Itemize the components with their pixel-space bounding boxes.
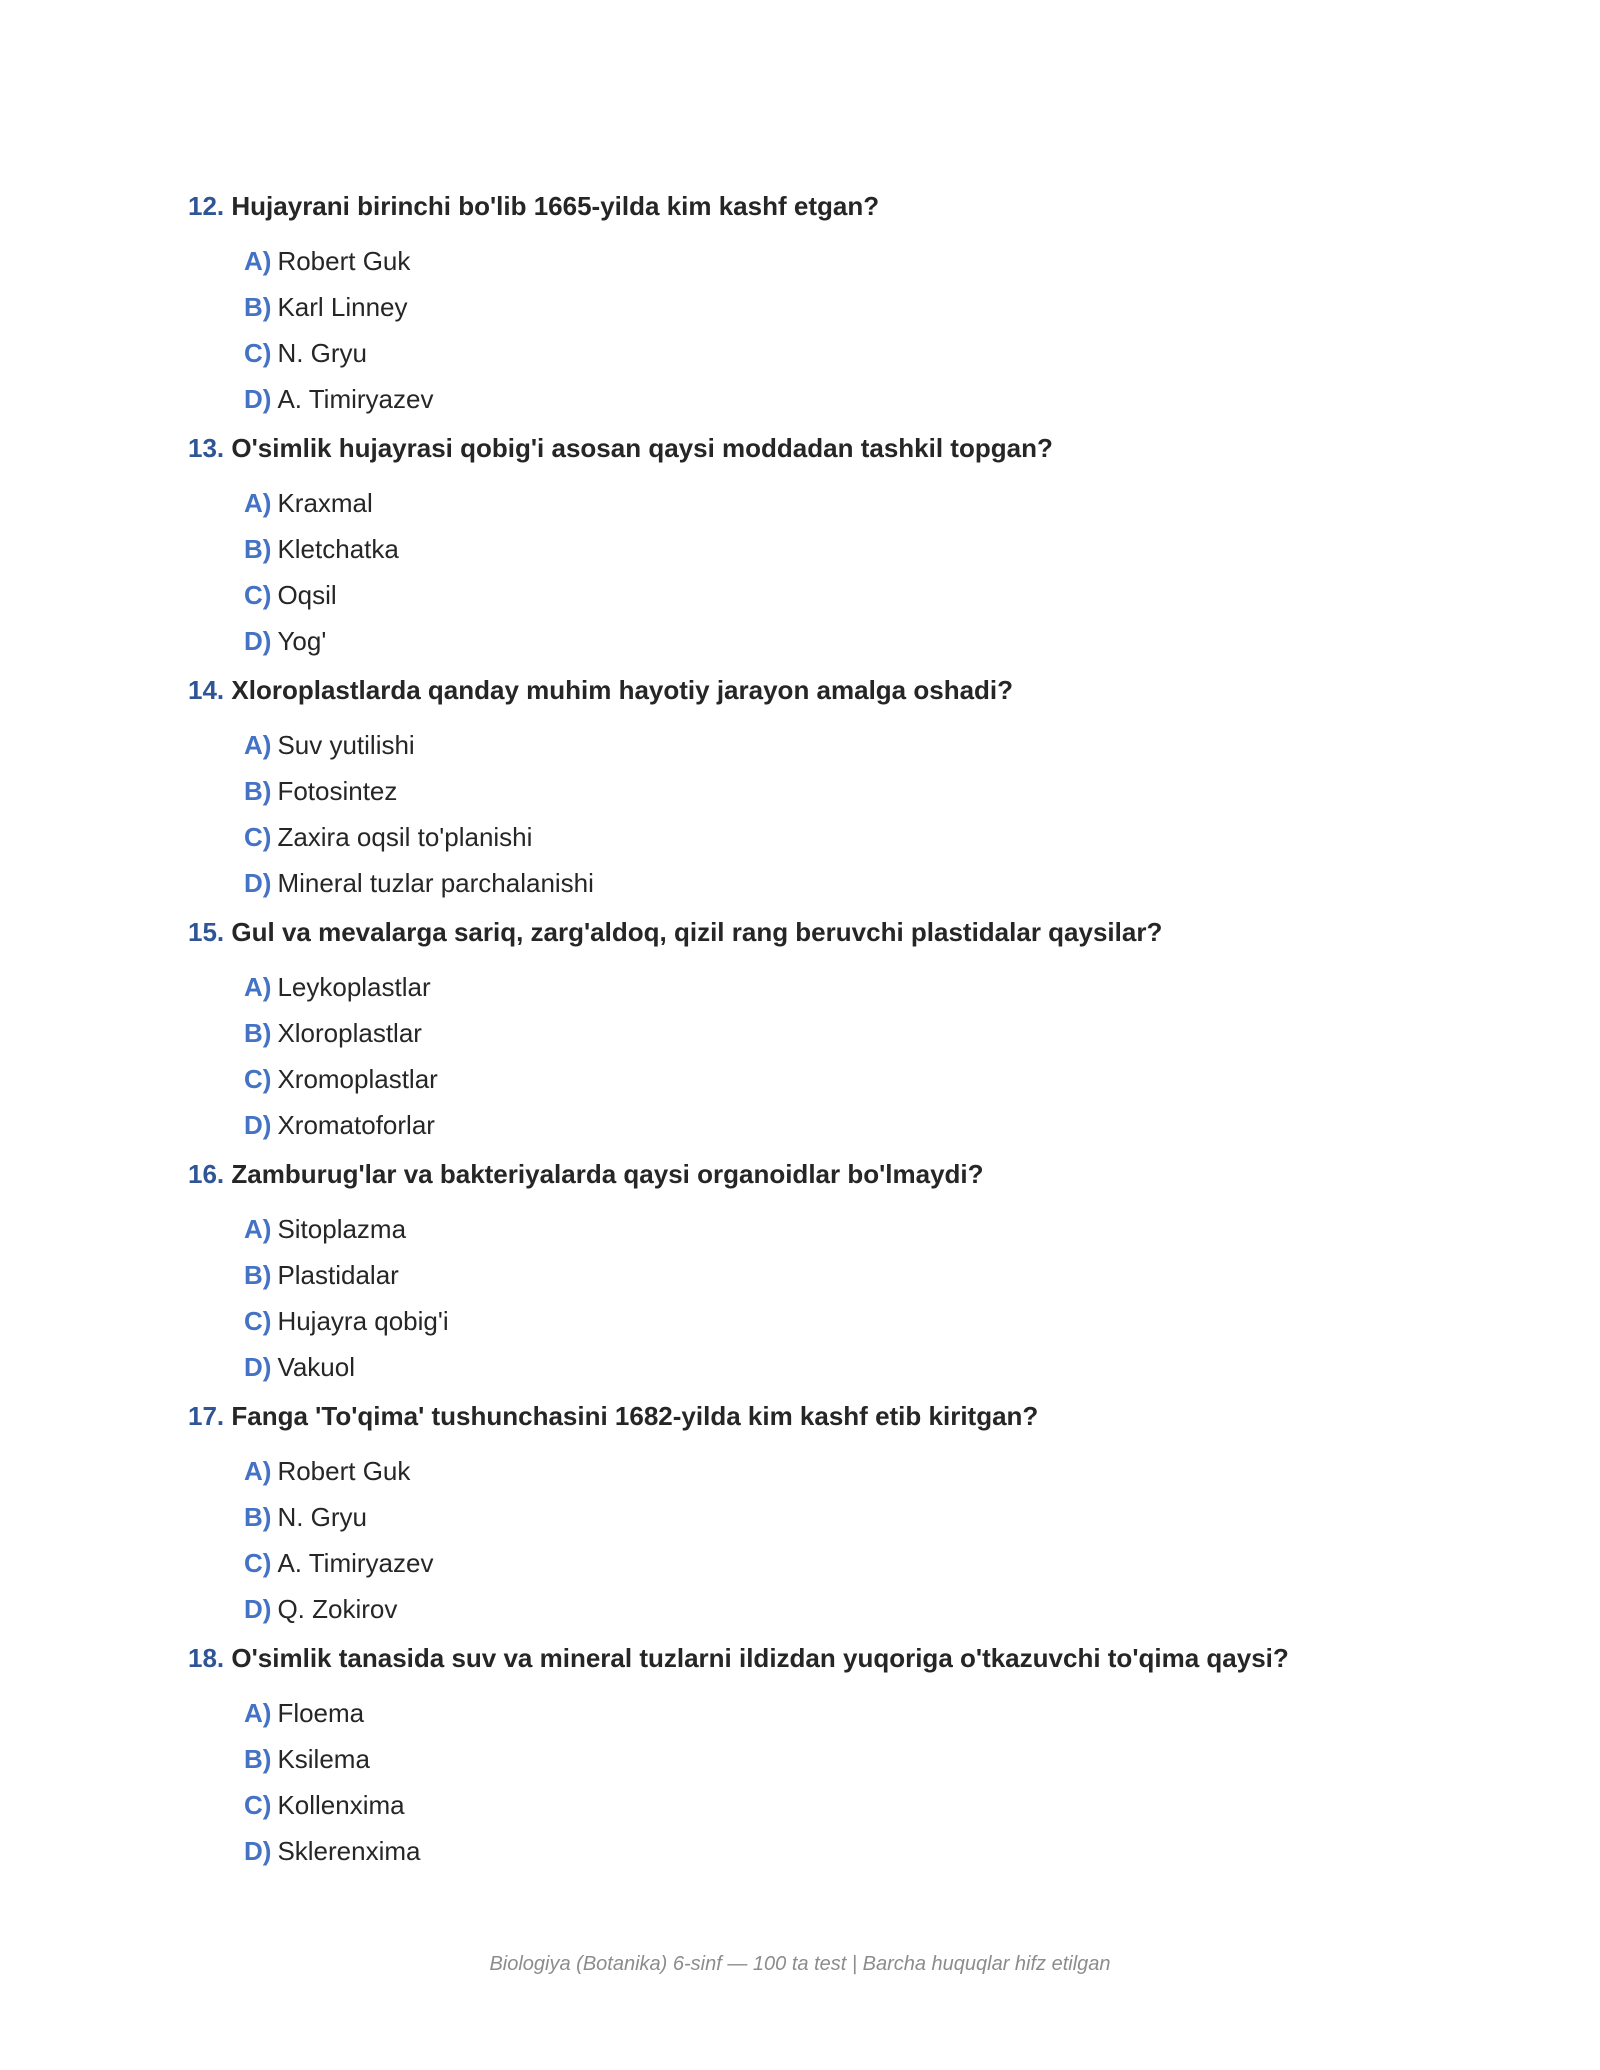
question-title xyxy=(188,672,1488,708)
question-16 xyxy=(188,1156,1488,1390)
option-letter: A) xyxy=(244,972,272,1002)
option-text: Robert Guk xyxy=(277,1456,411,1486)
option-a xyxy=(244,1448,1488,1494)
page-footer: Biologiya (Botanika) 6-sinf — 100 ta test | Barcha huquqlar hifz etilgan xyxy=(489,1953,1111,1975)
option-list xyxy=(188,480,1488,664)
option-text: Floema xyxy=(277,1698,365,1728)
option-text: Sklerenxima xyxy=(277,1836,421,1866)
option-letter: B) xyxy=(244,1018,272,1048)
option-d xyxy=(244,1828,1488,1874)
option-d xyxy=(244,1586,1488,1632)
option-b xyxy=(244,768,1488,814)
question-text: O'simlik tanasida suv va mineral tuzlarni ildizdan yuqoriga o'tkazuvchi to'qima qaysi? xyxy=(231,1643,1289,1673)
option-c xyxy=(244,330,1488,376)
option-b xyxy=(244,284,1488,330)
option-letter: D) xyxy=(244,1110,272,1140)
option-d xyxy=(244,1344,1488,1390)
option-letter: C) xyxy=(244,822,272,852)
question-number: 12. xyxy=(188,191,225,221)
option-text: N. Gryu xyxy=(277,338,368,368)
option-text: Suv yutilishi xyxy=(277,730,415,760)
option-c xyxy=(244,1056,1488,1102)
option-text: Xromatoforlar xyxy=(277,1110,435,1140)
option-list xyxy=(188,964,1488,1148)
option-letter: D) xyxy=(244,1352,272,1382)
option-letter: A) xyxy=(244,246,272,276)
option-letter: B) xyxy=(244,1744,272,1774)
question-14 xyxy=(188,672,1488,906)
option-text: Hujayra qobig'i xyxy=(277,1306,449,1336)
option-text: Kletchatka xyxy=(277,534,399,564)
question-title xyxy=(188,1156,1488,1192)
option-letter: C) xyxy=(244,338,272,368)
option-letter: D) xyxy=(244,626,272,656)
question-12 xyxy=(188,188,1488,422)
option-text: Ksilema xyxy=(277,1744,370,1774)
option-text: Vakuol xyxy=(277,1352,356,1382)
question-title xyxy=(188,430,1488,466)
option-text: Oqsil xyxy=(277,580,337,610)
option-letter: C) xyxy=(244,1306,272,1336)
option-a xyxy=(244,480,1488,526)
option-letter: A) xyxy=(244,1214,272,1244)
question-number: 13. xyxy=(188,433,225,463)
option-letter: B) xyxy=(244,1260,272,1290)
option-list xyxy=(188,722,1488,906)
question-15 xyxy=(188,914,1488,1148)
option-text: Xromoplastlar xyxy=(277,1064,438,1094)
option-text: Fotosintez xyxy=(277,776,398,806)
option-letter: B) xyxy=(244,534,272,564)
option-letter: B) xyxy=(244,1502,272,1532)
option-text: N. Gryu xyxy=(277,1502,368,1532)
question-text: Hujayrani birinchi bo'lib 1665-yilda kim kashf etgan? xyxy=(231,191,880,221)
question-text: Gul va mevalarga sariq, zarg'aldoq, qizil rang beruvchi plastidalar qaysilar? xyxy=(231,917,1163,947)
option-letter: A) xyxy=(244,1698,272,1728)
option-a xyxy=(244,1690,1488,1736)
option-b xyxy=(244,1252,1488,1298)
option-letter: B) xyxy=(244,292,272,322)
option-letter: D) xyxy=(244,384,272,414)
option-a xyxy=(244,238,1488,284)
option-text: Plastidalar xyxy=(277,1260,399,1290)
option-text: Sitoplazma xyxy=(277,1214,407,1244)
option-c xyxy=(244,814,1488,860)
option-letter: D) xyxy=(244,868,272,898)
option-a xyxy=(244,964,1488,1010)
option-b xyxy=(244,1494,1488,1540)
option-b xyxy=(244,1010,1488,1056)
question-number: 17. xyxy=(188,1401,225,1431)
option-text: Zaxira oqsil to'planishi xyxy=(277,822,533,852)
option-text: Mineral tuzlar parchalanishi xyxy=(277,868,594,898)
question-number: 16. xyxy=(188,1159,225,1189)
option-c xyxy=(244,1540,1488,1586)
option-b xyxy=(244,1736,1488,1782)
question-number: 15. xyxy=(188,917,225,947)
option-list xyxy=(188,238,1488,422)
question-number: 14. xyxy=(188,675,225,705)
option-text: Q. Zokirov xyxy=(277,1594,398,1624)
question-title xyxy=(188,914,1488,950)
question-text: Xloroplastlarda qanday muhim hayotiy jarayon amalga oshadi? xyxy=(231,675,1014,705)
question-title xyxy=(188,1398,1488,1434)
option-c xyxy=(244,572,1488,618)
option-text: Robert Guk xyxy=(277,246,411,276)
question-13 xyxy=(188,430,1488,664)
option-text: A. Timiryazev xyxy=(277,1548,434,1578)
option-d xyxy=(244,1102,1488,1148)
option-letter: D) xyxy=(244,1594,272,1624)
option-text: Leykoplastlar xyxy=(277,972,431,1002)
option-c xyxy=(244,1782,1488,1828)
question-title xyxy=(188,188,1488,224)
option-list xyxy=(188,1206,1488,1390)
option-b xyxy=(244,526,1488,572)
option-letter: C) xyxy=(244,580,272,610)
option-letter: A) xyxy=(244,730,272,760)
option-text: Yog' xyxy=(277,626,327,656)
option-letter: D) xyxy=(244,1836,272,1866)
option-text: A. Timiryazev xyxy=(277,384,434,414)
question-title xyxy=(188,1640,1488,1676)
option-d xyxy=(244,860,1488,906)
option-letter: C) xyxy=(244,1790,272,1820)
option-text: Karl Linney xyxy=(277,292,408,322)
question-text: Fanga 'To'qima' tushunchasini 1682-yilda kim kashf etib kiritgan? xyxy=(231,1401,1039,1431)
option-d xyxy=(244,618,1488,664)
question-number: 18. xyxy=(188,1643,225,1673)
option-list xyxy=(188,1448,1488,1632)
option-text: Kraxmal xyxy=(277,488,373,518)
option-letter: C) xyxy=(244,1064,272,1094)
option-letter: C) xyxy=(244,1548,272,1578)
option-list xyxy=(188,1690,1488,1874)
question-17 xyxy=(188,1398,1488,1632)
option-text: Kollenxima xyxy=(277,1790,405,1820)
question-text: Zamburug'lar va bakteriyalarda qaysi organoidlar bo'lmaydi? xyxy=(231,1159,984,1189)
option-a xyxy=(244,1206,1488,1252)
option-text: Xloroplastlar xyxy=(277,1018,422,1048)
option-c xyxy=(244,1298,1488,1344)
option-d xyxy=(244,376,1488,422)
question-text: O'simlik hujayrasi qobig'i asosan qaysi moddadan tashkil topgan? xyxy=(231,433,1053,463)
option-letter: A) xyxy=(244,1456,272,1486)
option-letter: A) xyxy=(244,488,272,518)
option-letter: B) xyxy=(244,776,272,806)
option-a xyxy=(244,722,1488,768)
question-18 xyxy=(188,1640,1488,1874)
